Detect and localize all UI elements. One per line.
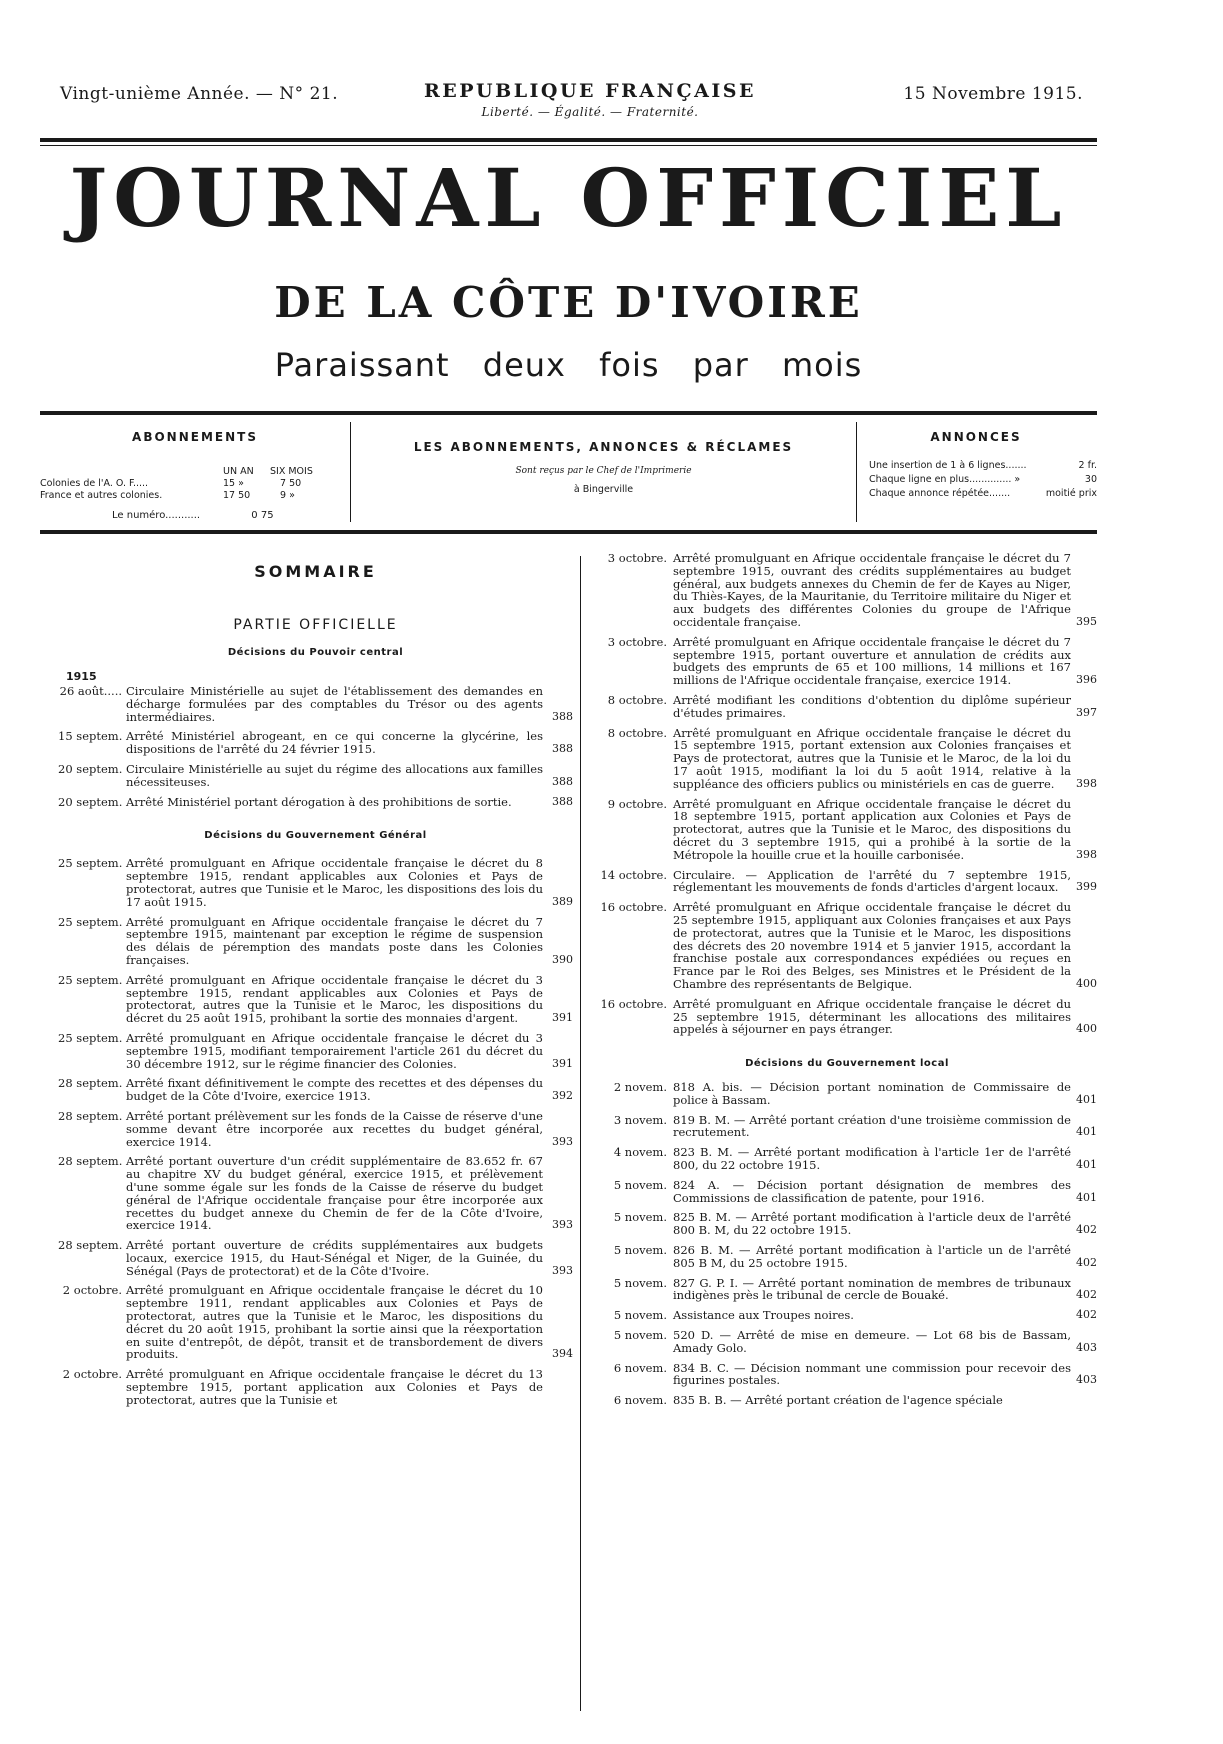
entry-page: 389 (552, 894, 573, 908)
sommaire-entry (597, 1114, 1097, 1140)
entry-text: Arrêté promulguant en Afrique occidentale française le décret du 7 septembre 1915, ouvrant des crédits supplémentaires au budget général, aux budgets annexes du Chemin de fer de Kayes au Niger, du Thiès-Kayes, de la Mauritanie, du Territoire militaire du Niger et aux budgets des différentes Colonies du groupe de l'Afrique occidentale française. (673, 551, 1071, 629)
row-six: 7 50 (280, 478, 302, 489)
reception-line: Sont reçus par le Chef de l'Imprimerie (515, 466, 692, 476)
entry-page: 402 (1076, 1255, 1097, 1269)
infobox-bottom-rule (40, 530, 1097, 534)
masthead-title: JOURNAL OFFICIEL (69, 151, 1068, 245)
entry-date: 16 octobre. (600, 996, 667, 1011)
entry-text: 834 B. C. — Décision nommant une commission pour recevoir des figurines postales. (673, 1360, 1071, 1388)
sommaire-entry (597, 1362, 1097, 1388)
sommaire-entry (58, 1110, 573, 1148)
reception-place: à Bingerville (573, 484, 634, 495)
annonces-block (855, 416, 1097, 526)
entry-date: 28 septem. (58, 1238, 123, 1253)
annonces-row (869, 460, 1097, 474)
annonces-row (869, 488, 1097, 502)
entry-date: 2 octobre. (62, 1283, 122, 1298)
subscription-box (40, 416, 1097, 526)
entry-page: 403 (1076, 1373, 1097, 1387)
annonces-heading: ANNONCES (930, 430, 1022, 444)
abonnements-block (40, 416, 350, 526)
sommaire-entry (597, 694, 1097, 720)
sommaire-entry (58, 763, 573, 789)
entry-page: 388 (552, 709, 573, 723)
entry-date: 3 novem. (613, 1112, 667, 1127)
masthead-frequency: Paraissant deux fois par mois (274, 346, 863, 384)
entry-date: 6 novem. (613, 1393, 667, 1408)
entry-text: Arrêté promulguant en Afrique occidentale française le décret du 7 septembre 1915, portant ouverture et annulation de crédits aux budgets des emprunts de 65 et 100 millions, 14 millions et 167 millions de l'Afrique occidentale française, exercice 1914. (673, 634, 1071, 688)
sommaire-entry (597, 727, 1097, 791)
entry-date: 6 novem. (613, 1360, 667, 1375)
entry-date: 8 octobre. (607, 692, 667, 707)
entry-page: 401 (1076, 1092, 1097, 1106)
numero-price (112, 510, 274, 521)
entry-page: 397 (1076, 705, 1097, 719)
sommaire-entry (597, 1309, 1097, 1322)
sommaire-entry (597, 1211, 1097, 1237)
sommaire-entry (597, 1394, 1097, 1407)
entry-text: 825 B. M. — Arrêté portant modification à l'article deux de l'arrêté 800 B. M, du 22 octobre 1915. (673, 1210, 1071, 1238)
annonces-value: moitié prix (1045, 488, 1097, 499)
row-year: 15 » (223, 478, 244, 489)
entry-date: 15 septem. (58, 729, 123, 744)
sommaire-entry (58, 1155, 573, 1232)
sommaire-entry (58, 796, 573, 809)
entry-text: 520 D. — Arrêté de mise en demeure. — Lot 68 bis de Bassam, Amady Golo. (673, 1328, 1071, 1355)
annonces-row (869, 474, 1097, 488)
entry-date: 20 septem. (58, 761, 123, 776)
entry-text: 819 B. M. — Arrêté portant création d'une troisième commission de recrutement. (673, 1112, 1071, 1140)
entry-date: 14 octobre. (600, 867, 667, 882)
sommaire-entry (597, 1179, 1097, 1205)
republic-motto: Liberté. — Égalité. — Fraternité. (481, 105, 699, 119)
section-pouvoir-central: Décisions du Pouvoir central (227, 647, 404, 658)
entry-date: 2 novem. (613, 1080, 667, 1095)
entry-text: Arrêté promulguant en Afrique occidentale française le décret du 25 septembre 1915, appliquant aux Colonies françaises et aux Pays de protectorat, autres que la Tunisie et le Maroc, les dispositions des décrets des 20 novembre 1914 et 5 janvier 1915, accordant la franchise postale aux correspondances expédiées ou reçues en France par le Roi des Belges, ses Ministres et le Président de la Chambre des représentants de Belgique. (673, 900, 1071, 991)
entry-page: 393 (552, 1218, 573, 1232)
republic-block (390, 80, 790, 119)
entry-text: Arrêté promulguant en Afrique occidentale française le décret du 8 septembre 1915, rendant applicables aux Colonies et Pays de protectorat, autres que Tunisie et le Maroc, les dispositions des lois du 17 août 1915. (126, 856, 543, 909)
entry-date: 25 septem. (58, 914, 123, 929)
sommaire-entry (597, 552, 1097, 629)
entry-page: 398 (1076, 776, 1097, 790)
entry-text: 818 A. bis. — Décision portant nomination de Commissaire de police à Bassam. (673, 1080, 1071, 1107)
entry-date: 5 novem. (613, 1275, 667, 1290)
entry-text: Circulaire Ministérielle au sujet de l'établissement des demandes en décharge formulées par des comptables du Trésor ou des agents intermédiaires. (126, 684, 543, 724)
sommaire-entry (58, 857, 573, 908)
entry-date: 2 octobre. (62, 1367, 122, 1382)
entry-text: Circulaire Ministérielle au sujet du régime des allocations aux familles nécessiteuses. (126, 761, 543, 789)
col-year-label: UN AN (223, 466, 254, 477)
entry-text: Arrêté promulguant en Afrique occidentale française le décret du 10 septembre 1911, rendant applicables aux Colonies et Pays de protectorat, autres que la Tunisie et le Maroc, les dispositions du décret du 20 août 1915, prohibant la sortie ainsi que la réexportation en suite d'entrepôt, de dépôt, transit et de transbordement de divers produits. (126, 1283, 543, 1362)
reception-block (350, 422, 857, 522)
section-gouvernement-local: Décisions du Gouvernement local (745, 1058, 949, 1070)
entry-date: 4 novem. (613, 1145, 667, 1160)
entry-date: 25 septem. (58, 972, 123, 987)
entry-date: 26 août..... (59, 684, 122, 698)
annonces-label: Chaque annonce répétée....... (869, 488, 1011, 499)
sommaire-entry (58, 916, 573, 967)
entry-text: Arrêté portant ouverture d'un crédit supplémentaire de 83.652 fr. 67 au chapitre XV du budget général, exercice 1915, et prélèvement d'une somme égale sur les fonds de la Caisse de réserve du budget général de l'Afrique occidentale française pour être incorporée aux recettes du budget annexe du Chemin de fer de la Côte d'Ivoire, exercice 1914. (126, 1154, 543, 1233)
entry-date: 28 septem. (58, 1154, 123, 1169)
entry-text: Arrêté fixant définitivement le compte des recettes et des dépenses du budget de la Côte d'Ivoire, exercice 1913. (126, 1076, 543, 1104)
sommaire-entry (597, 798, 1097, 862)
entry-text: 826 B. M. — Arrêté portant modification à l'article un de l'arrêté 805 B M, du 25 octobre 1915. (673, 1243, 1071, 1270)
sommaire-entry (58, 730, 573, 756)
entry-text: Circulaire. — Application de l'arrêté du 7 septembre 1915, réglementant les mouvements de fonds d'articles d'argent locaux. (673, 867, 1071, 895)
partie-officielle: PARTIE OFFICIELLE (233, 617, 398, 633)
entry-text: Arrêté portant ouverture de crédits supplémentaires aux budgets locaux, exercice 1915, du Haut-Sénégal et Niger, de la Guinée, du Sénégal (Pays de protectorat) et de la Côte d'Ivoire. (126, 1238, 543, 1278)
entry-page: 393 (552, 1134, 573, 1148)
issue-number: Vingt-unième Année. — N° 21. (60, 84, 339, 104)
entry-text: Arrêté promulguant en Afrique occidentale française le décret du 15 septembre 1915, portant extension aux Colonies françaises et Pays de protectorat, autres que la Tunisie et le Maroc, de la loi du 17 août 1915, modifiant la loi du 5 août 1914, relative à la suppléance des officiers publics ou ministériels en cas de guerre. (673, 725, 1071, 791)
entry-date: 5 novem. (613, 1308, 667, 1323)
entry-page: 396 (1076, 673, 1097, 687)
entry-date: 3 octobre. (607, 634, 667, 649)
sommaire-entry (58, 1284, 573, 1361)
entry-page: 393 (552, 1263, 573, 1277)
abonnements-table (40, 466, 350, 502)
entry-page: 402 (1076, 1288, 1097, 1302)
entry-date: 16 octobre. (600, 900, 667, 915)
entry-text: 827 G. P. I. — Arrêté portant nomination de membres de tribunaux indigènes près le tribunal de cercle de Bouaké. (673, 1275, 1071, 1303)
row-label: Colonies de l'A. O. F..... (40, 478, 149, 489)
sommaire-entry (597, 1277, 1097, 1303)
entry-text: Arrêté Ministériel portant dérogation à des prohibitions de sortie. (126, 794, 512, 809)
entry-text: Arrêté promulguant en Afrique occidentale française le décret du 18 septembre 1915, portant application aux Colonies et Pays de protectorat, autres que la Tunisie et le Maroc, des dispositions du décret du 3 septembre 1915, qui a prohibé à la sortie de la Métropole la houille crue et la houille carbonisée. (673, 796, 1071, 862)
entry-page: 400 (1076, 1022, 1097, 1036)
entry-text: 835 B. B. — Arrêté portant création de l'agence spéciale (673, 1393, 1003, 1408)
abonnements-row (40, 490, 350, 502)
issue-date: 15 Novembre 1915. (903, 84, 1083, 104)
masthead-subtitle: DE LA CÔTE D'IVOIRE (274, 278, 863, 327)
entry-date: 25 septem. (58, 1030, 123, 1045)
sommaire-entry (597, 1244, 1097, 1270)
entry-page: 392 (552, 1089, 573, 1103)
sommaire-entry (597, 1329, 1097, 1355)
sommaire-entry (58, 685, 573, 723)
sommaire-entry (58, 1368, 573, 1406)
gouvernement-general-list (58, 857, 573, 1406)
sommaire-entry (597, 998, 1097, 1036)
entry-page: 395 (1076, 614, 1097, 628)
entry-text: Arrêté promulguant en Afrique occidentale française le décret du 3 septembre 1915, rendant applicables aux Colonies et Pays de protectorat, autres que la Tunisie et le Maroc, les dispositions du décret du 25 août 1915, prohibant la sortie des monnaies d'argent. (126, 972, 543, 1026)
entry-date: 25 septem. (58, 856, 123, 871)
entry-date: 8 octobre. (607, 725, 667, 740)
entry-page: 400 (1076, 976, 1097, 990)
entry-page: 390 (552, 952, 573, 966)
header-rule (40, 138, 1097, 142)
entry-page: 401 (1076, 1190, 1097, 1204)
header-rule-thin (40, 145, 1097, 146)
sommaire-entry (597, 901, 1097, 991)
annonces-label: Chaque ligne en plus.............. » (869, 474, 1021, 485)
entry-text: Arrêté promulguant en Afrique occidentale française le décret du 3 septembre 1915, modifiant temporairement l'article 261 du décret du 30 décembre 1912, sur le régime financier des Colonies. (126, 1030, 543, 1071)
section-gouvernement-general: Décisions du Gouvernement Général (204, 830, 427, 842)
republic-title: REPUBLIQUE FRANÇAISE (424, 80, 756, 102)
gouvernement-general-list-continued (597, 552, 1097, 1036)
entry-page: 388 (552, 794, 573, 808)
entry-text: Arrêté modifiant les conditions d'obtention du diplôme supérieur d'études primaires. (673, 692, 1071, 720)
row-year: 17 50 (223, 490, 251, 501)
entry-date: 3 octobre. (607, 551, 667, 565)
annonces-value: 2 fr. (1078, 460, 1097, 471)
entry-date: 9 octobre. (607, 796, 667, 811)
entry-text: Arrêté promulguant en Afrique occidentale française le décret du 7 septembre 1915, maintenant par exception le régime de suspension des délais de péremption des mandats poste dans les Colonies françaises. (126, 914, 543, 967)
row-six: 9 » (280, 490, 295, 501)
entry-page: 399 (1076, 880, 1097, 894)
sommaire-entry (597, 1146, 1097, 1172)
entry-page: 394 (552, 1347, 573, 1361)
sommaire-entry (597, 1081, 1097, 1107)
entry-page: 391 (552, 1056, 573, 1070)
entry-page: 398 (1076, 847, 1097, 861)
entry-page: 388 (552, 742, 573, 756)
sommaire-title: SOMMAIRE (254, 562, 377, 581)
entry-date: 20 septem. (58, 794, 123, 809)
entry-date: 28 septem. (58, 1108, 123, 1123)
entry-text: 823 B. M. — Arrêté portant modification à l'article 1er de l'arrêté 800, du 22 octobre 1915. (673, 1145, 1071, 1173)
infobox-top-rule (40, 411, 1097, 415)
entry-text: Arrêté promulguant en Afrique occidentale française le décret du 13 septembre 1915, portant application aux Colonies et Pays de protectorat, autres que la Tunisie et (126, 1367, 543, 1407)
row-label: France et autres colonies. (40, 490, 163, 501)
numero-value: 0 75 (251, 510, 274, 521)
entry-date: 5 novem. (613, 1243, 667, 1258)
sommaire-entry (597, 869, 1097, 895)
column-divider (580, 556, 581, 1711)
entry-text: 824 A. — Décision portant désignation de membres des Commissions de classification de patente, pour 1916. (673, 1177, 1071, 1205)
sommaire-entry (58, 1032, 573, 1070)
entry-text: Arrêté promulguant en Afrique occidentale française le décret du 25 septembre 1915, déterminant les allocations des militaires appelés à séjourner en pays étranger. (673, 996, 1071, 1037)
entry-page: 391 (552, 1011, 573, 1025)
entry-page: 402 (1076, 1308, 1097, 1322)
entry-text: Arrêté portant prélèvement sur les fonds de la Caisse de réserve d'une somme devant être incorporée aux recettes du budget général, exercice 1914. (126, 1108, 543, 1149)
entry-page: 401 (1076, 1158, 1097, 1172)
entry-page: 388 (552, 774, 573, 788)
abonnements-col-headers (40, 466, 350, 478)
sommaire-right-column (597, 552, 1097, 1414)
entry-text: Assistance aux Troupes noires. (673, 1308, 854, 1323)
entry-page: 403 (1076, 1340, 1097, 1354)
sommaire-left-column (58, 552, 573, 1414)
entry-page: 402 (1076, 1223, 1097, 1237)
col-six-label: SIX MOIS (270, 466, 313, 477)
year-label: 1915 (66, 670, 97, 683)
sommaire-entry (58, 1077, 573, 1103)
sommaire-entry (58, 974, 573, 1025)
numero-label: Le numéro........... (112, 510, 201, 521)
gouvernement-local-list (597, 1081, 1097, 1407)
abonnements-heading: ABONNEMENTS (132, 430, 258, 444)
annonces-value: 30 (1084, 474, 1097, 485)
entry-date: 5 novem. (613, 1210, 667, 1225)
reception-heading: LES ABONNEMENTS, ANNONCES & RÉCLAMES (413, 440, 794, 454)
abonnements-row (40, 478, 350, 490)
entry-date: 5 novem. (613, 1328, 667, 1343)
annonces-label: Une insertion de 1 à 6 lignes....... (869, 460, 1027, 471)
sommaire-entry (58, 1239, 573, 1277)
sommaire-entry (597, 636, 1097, 687)
entry-page: 401 (1076, 1125, 1097, 1139)
pouvoir-central-list (58, 685, 573, 808)
entry-text: Arrêté Ministériel abrogeant, en ce qui concerne la glycérine, les dispositions de l'arrêté du 24 février 1915. (126, 729, 543, 757)
entry-date: 28 septem. (58, 1076, 123, 1091)
entry-date: 5 novem. (613, 1177, 667, 1192)
